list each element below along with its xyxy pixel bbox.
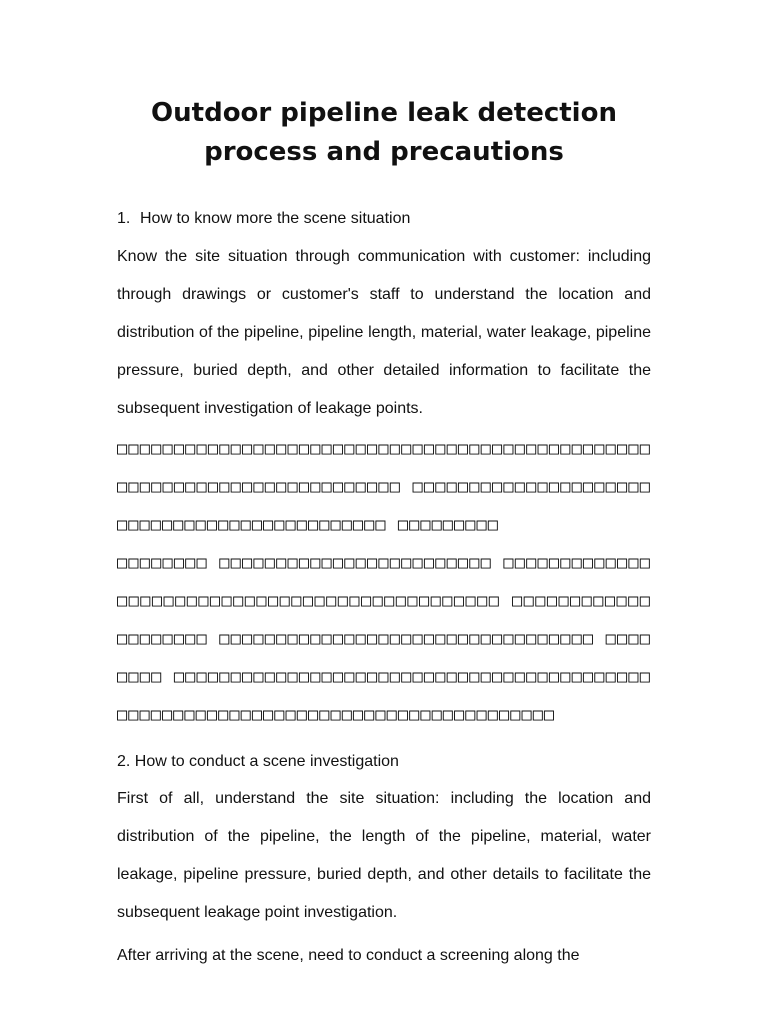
- section-1-number: 1.: [117, 210, 131, 227]
- section-2-paragraph-2: After arriving at the scene, need to conduct a screening along the: [117, 947, 580, 964]
- page-title: Outdoor pipeline leak detection process and precautions: [151, 98, 617, 167]
- section-2-paragraph-1: First of all, understand the site situation: including the location and distribution of the pipeline, the length of the pipeline, material, water leakage, pipeline pressure, buried depth, and other details to facilitate the subsequent leakage point investigation.: [117, 790, 651, 921]
- section-2-heading: 2. How to conduct a scene investigation: [117, 753, 399, 770]
- unrendered-text-block-2: □□□□□□□□ □□□□□□□□□□□□□□□□□□□□□□□□ □□□□□□□□□□□□□□□□□□□□□□□□□□□□□□□□□□□□□□□□□□□□□□ □□□□□□□□□□□□ □□□□□□□□ □□□□□□□□□□□□□□□□□□□□□□□□□□□□□□□□□ □□□□□□□□ □□□□□□□□□□□□□□□□□□□□□□□□□□□□□□□□□□□□□□□□□□□□□□□□□□□□□□□□□□□□□□□□□□□□□□□□□□□□□□□□□: [117, 553, 651, 725]
- section-1-heading-text: How to know more the scene situation: [140, 210, 411, 227]
- unrendered-text-block-1: □□□□□□□□□□□□□□□□□□□□□□□□□□□□□□□□□□□□□□□□□□□□□□□□□□□□□□□□□□□□□□□□□□□□□□□□ □□□□□□□□□□□□□□□□□□□□□□□□□□□□□□□□□□□□□□□□□□□□□ □□□□□□□□□: [117, 439, 651, 535]
- section-1-heading: [117, 209, 651, 229]
- section-1-paragraph: Know the site situation through communication with customer: including through drawings or customer's staff to understand the location and distribution of the pipeline, pipeline length, material, water leakage, pipeline pressure, buried depth, and other detailed information to facilitate the subsequent investigation of leakage points.: [117, 248, 651, 417]
- document-body: [117, 94, 651, 975]
